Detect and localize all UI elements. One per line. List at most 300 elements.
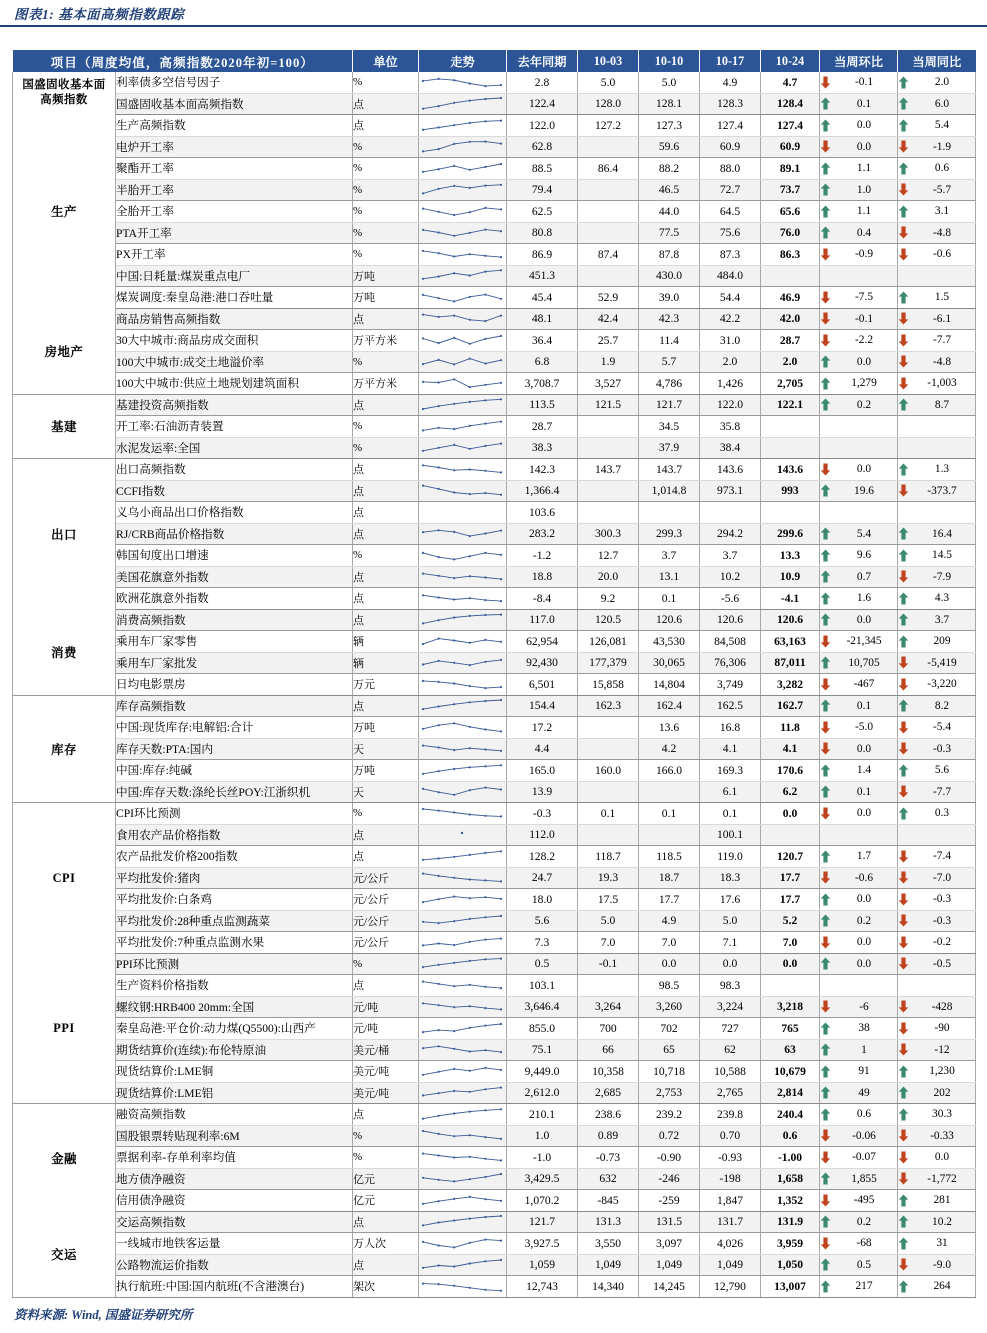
row-yoy-change — [898, 996, 976, 1018]
row-value-1010: 121.7 — [639, 394, 700, 416]
table-row — [13, 889, 976, 911]
wow-value: 0.2 — [856, 914, 872, 927]
row-value-1017: 62 — [700, 1039, 761, 1061]
sparkline — [419, 503, 505, 522]
yoy-arrow — [898, 1065, 909, 1078]
yoy-arrow — [898, 1258, 909, 1271]
down-arrow-icon — [898, 226, 909, 239]
row-wow-change — [820, 1254, 898, 1276]
row-value-1017: -0.93 — [700, 1147, 761, 1169]
row-trend-cell — [419, 717, 507, 739]
table-row — [13, 674, 976, 696]
up-arrow-icon — [898, 1237, 909, 1250]
yoy-value: -0.2 — [932, 936, 952, 949]
row-value-1017: 128.3 — [700, 93, 761, 115]
row-wow-change — [820, 1147, 898, 1169]
sparkline — [419, 524, 505, 543]
up-arrow-icon — [820, 656, 831, 669]
row-unit: 万平方米 — [353, 330, 419, 352]
wow-value: 5.4 — [856, 527, 872, 540]
sparkline — [419, 1083, 505, 1102]
row-value-1003: 0.1 — [578, 803, 639, 825]
yoy-arrow — [898, 871, 909, 884]
wow-value: 0.6 — [856, 1108, 872, 1121]
row-item-name: 交运高频指数 — [116, 1211, 353, 1233]
wow-arrow — [820, 527, 831, 540]
row-yoy-change — [898, 1190, 976, 1212]
row-value-1017: 10,588 — [700, 1061, 761, 1083]
row-value-1010: 98.5 — [639, 975, 700, 997]
up-arrow-icon — [898, 291, 909, 304]
sparkline — [419, 1255, 505, 1274]
row-wow-change — [820, 480, 898, 502]
row-unit: % — [353, 416, 419, 438]
wow-arrow — [820, 269, 831, 282]
sparkline — [419, 825, 505, 844]
up-arrow-icon — [820, 764, 831, 777]
col-header-lastyear: 去年同期 — [507, 51, 578, 73]
row-value-1003 — [578, 975, 639, 997]
row-unit: % — [353, 222, 419, 244]
row-trend-cell — [419, 1018, 507, 1040]
row-trend-cell — [419, 222, 507, 244]
row-value-1003 — [578, 265, 639, 287]
row-wow-change — [820, 609, 898, 631]
wow-value: 0.2 — [856, 398, 872, 411]
wow-value: 0.0 — [856, 742, 872, 755]
yoy-arrow — [898, 1000, 909, 1013]
row-value-1003: 19.3 — [578, 867, 639, 889]
row-item-name: 基建投资高频指数 — [116, 394, 353, 416]
row-yoy-change — [898, 631, 976, 653]
row-unit: 万吨 — [353, 760, 419, 782]
row-wow-change — [820, 179, 898, 201]
row-wow-change — [820, 222, 898, 244]
row-value-lastyear: 80.8 — [507, 222, 578, 244]
caption-spacer — [0, 27, 987, 50]
row-value-lastyear: 2.8 — [507, 72, 578, 93]
row-unit: 美元/吨 — [353, 1082, 419, 1104]
group-label: 房地产 — [13, 308, 116, 394]
row-value-lastyear: 62.8 — [507, 136, 578, 158]
wow-value: 10,705 — [848, 656, 880, 669]
yoy-arrow — [898, 979, 909, 992]
table-row — [13, 1039, 976, 1061]
row-trend-cell — [419, 1061, 507, 1083]
row-value-1010: 3,097 — [639, 1233, 700, 1255]
sparkline — [419, 696, 505, 715]
row-value-1010: 4,786 — [639, 373, 700, 395]
wow-arrow — [820, 1000, 831, 1013]
down-arrow-icon — [898, 140, 909, 153]
down-arrow-icon — [820, 936, 831, 949]
yoy-arrow — [898, 226, 909, 239]
row-unit: 天 — [353, 781, 419, 803]
row-unit: 点 — [353, 523, 419, 545]
yoy-value: -4.8 — [932, 226, 952, 239]
row-value-1003: 632 — [578, 1168, 639, 1190]
yoy-arrow — [898, 506, 909, 519]
row-wow-change — [820, 72, 898, 93]
up-arrow-icon — [820, 1280, 831, 1293]
row-unit: 元/公斤 — [353, 910, 419, 932]
high-frequency-index-table — [12, 50, 976, 1298]
row-value-1010: 14,804 — [639, 674, 700, 696]
table-row — [13, 1276, 976, 1298]
row-item-name: PX开工率 — [116, 244, 353, 266]
wow-arrow — [820, 1151, 831, 1164]
row-trend-cell — [419, 760, 507, 782]
row-yoy-change — [898, 738, 976, 760]
table-row — [13, 910, 976, 932]
row-trend-cell — [419, 480, 507, 502]
row-item-name: 日均电影票房 — [116, 674, 353, 696]
row-yoy-change — [898, 545, 976, 567]
wow-value: 0.1 — [856, 97, 872, 110]
row-value-lastyear: -0.3 — [507, 803, 578, 825]
row-item-name: 现货结算价:LME铝 — [116, 1082, 353, 1104]
sparkline — [419, 911, 505, 930]
row-value-lastyear: 88.5 — [507, 158, 578, 180]
row-item-name: 中国:库存天数:涤纶长丝POY:江浙织机 — [116, 781, 353, 803]
row-value-1017: 84,508 — [700, 631, 761, 653]
row-trend-cell — [419, 1190, 507, 1212]
row-wow-change — [820, 545, 898, 567]
row-wow-change — [820, 201, 898, 223]
group-label: 金融 — [13, 1104, 116, 1212]
row-value-1017: 294.2 — [700, 523, 761, 545]
wow-arrow — [820, 1022, 831, 1035]
yoy-arrow — [898, 635, 909, 648]
sparkline — [419, 589, 505, 608]
row-unit: 亿元 — [353, 1190, 419, 1212]
group-label: 基建 — [13, 394, 116, 459]
row-value-lastyear: -1.0 — [507, 1147, 578, 1169]
row-unit: 点 — [353, 824, 419, 846]
yoy-arrow — [898, 764, 909, 777]
wow-value: -0.06 — [852, 1129, 876, 1142]
table-row — [13, 1190, 976, 1212]
row-unit: 点 — [353, 1254, 419, 1276]
yoy-arrow — [898, 785, 909, 798]
table-body — [13, 72, 976, 1297]
row-wow-change — [820, 867, 898, 889]
wow-arrow — [820, 914, 831, 927]
row-value-1017: 98.3 — [700, 975, 761, 997]
up-arrow-icon — [898, 527, 909, 540]
up-arrow-icon — [820, 205, 831, 218]
yoy-arrow — [898, 828, 909, 841]
sparkline — [419, 374, 505, 393]
wow-value: 0.2 — [856, 1215, 872, 1228]
sparkline — [419, 1169, 505, 1188]
yoy-value: -373.7 — [927, 484, 957, 497]
row-item-name: 信用债净融资 — [116, 1190, 353, 1212]
row-item-name: 半胎开工率 — [116, 179, 353, 201]
yoy-value: 202 — [933, 1086, 951, 1099]
row-value-1024: 60.9 — [761, 136, 820, 158]
row-value-1017: 122.0 — [700, 394, 761, 416]
row-wow-change — [820, 652, 898, 674]
row-value-1024: 4.1 — [761, 738, 820, 760]
row-yoy-change — [898, 523, 976, 545]
row-yoy-change — [898, 717, 976, 739]
source-note: 资料来源: Wind, 国盛证券研究所 — [14, 1307, 193, 1322]
row-item-name: 国股银票转贴现利率:6M — [116, 1125, 353, 1147]
row-yoy-change — [898, 287, 976, 309]
row-value-1017: 6.1 — [700, 781, 761, 803]
row-value-1024: 4.7 — [761, 72, 820, 93]
up-arrow-icon — [898, 1280, 909, 1293]
up-arrow-icon — [820, 850, 831, 863]
yoy-value: 5.4 — [934, 119, 950, 132]
yoy-arrow — [898, 463, 909, 476]
row-value-1003 — [578, 738, 639, 760]
sparkline — [419, 331, 505, 350]
row-value-lastyear: 3,927.5 — [507, 1233, 578, 1255]
row-value-lastyear: 283.2 — [507, 523, 578, 545]
row-item-name: 票据利率-存单利率均值 — [116, 1147, 353, 1169]
row-value-lastyear: 36.4 — [507, 330, 578, 352]
yoy-value: -0.3 — [932, 893, 952, 906]
down-arrow-icon — [898, 1129, 909, 1142]
row-value-1003: 700 — [578, 1018, 639, 1040]
yoy-arrow — [898, 162, 909, 175]
table-row — [13, 308, 976, 330]
row-value-1003 — [578, 222, 639, 244]
row-trend-cell — [419, 803, 507, 825]
row-trend-cell — [419, 910, 507, 932]
row-value-1010: 166.0 — [639, 760, 700, 782]
wow-value: 1 — [861, 1043, 867, 1056]
row-value-1024: 1,658 — [761, 1168, 820, 1190]
row-value-1017: 5.0 — [700, 910, 761, 932]
row-value-lastyear: 451.3 — [507, 265, 578, 287]
row-trend-cell — [419, 566, 507, 588]
yoy-arrow — [898, 527, 909, 540]
wow-value: 0.0 — [856, 140, 872, 153]
row-yoy-change — [898, 674, 976, 696]
row-value-1003 — [578, 201, 639, 223]
wow-value: 0.0 — [856, 893, 872, 906]
sparkline — [419, 1040, 505, 1059]
row-unit: 万元 — [353, 674, 419, 696]
wow-value: -21,345 — [846, 635, 882, 648]
row-value-1024 — [761, 502, 820, 524]
row-value-1017: 75.6 — [700, 222, 761, 244]
figure-caption-bar — [0, 0, 987, 27]
down-arrow-icon — [820, 463, 831, 476]
up-arrow-icon — [820, 484, 831, 497]
yoy-arrow — [898, 312, 909, 325]
row-unit: 辆 — [353, 631, 419, 653]
table-row — [13, 717, 976, 739]
wow-arrow — [820, 678, 831, 691]
yoy-value: -7.7 — [932, 785, 952, 798]
row-value-lastyear: 210.1 — [507, 1104, 578, 1126]
up-arrow-icon — [820, 570, 831, 583]
row-yoy-change — [898, 222, 976, 244]
row-value-1024: 162.7 — [761, 695, 820, 717]
row-unit: 点 — [353, 308, 419, 330]
row-item-name: RJ/CRB商品价格指数 — [116, 523, 353, 545]
row-unit: 元/吨 — [353, 1018, 419, 1040]
yoy-value: 4.3 — [934, 592, 950, 605]
row-unit: 亿元 — [353, 1168, 419, 1190]
row-wow-change — [820, 760, 898, 782]
sparkline — [419, 847, 505, 866]
row-value-1017: 0.70 — [700, 1125, 761, 1147]
row-value-1003: 131.3 — [578, 1211, 639, 1233]
row-value-1003: 9.2 — [578, 588, 639, 610]
row-yoy-change — [898, 437, 976, 459]
row-value-lastyear: 1,366.4 — [507, 480, 578, 502]
row-value-lastyear: 86.9 — [507, 244, 578, 266]
yoy-value: 16.4 — [932, 527, 952, 540]
row-value-1017: 35.8 — [700, 416, 761, 438]
row-yoy-change — [898, 179, 976, 201]
up-arrow-icon — [898, 1086, 909, 1099]
yoy-arrow — [898, 1086, 909, 1099]
row-wow-change — [820, 1039, 898, 1061]
up-arrow-icon — [898, 205, 909, 218]
wow-arrow — [820, 441, 831, 454]
wow-value: 0.0 — [856, 613, 872, 626]
table-row — [13, 1168, 976, 1190]
row-value-1010: 43,530 — [639, 631, 700, 653]
row-value-lastyear: 62.5 — [507, 201, 578, 223]
row-yoy-change — [898, 502, 976, 524]
wow-arrow — [820, 312, 831, 325]
yoy-arrow — [898, 1172, 909, 1185]
wow-arrow — [820, 377, 831, 390]
row-value-lastyear: 117.0 — [507, 609, 578, 631]
table-row — [13, 244, 976, 266]
row-unit: 点 — [353, 93, 419, 115]
row-value-1017: 12,790 — [700, 1276, 761, 1298]
sparkline — [419, 94, 505, 113]
yoy-value: 264 — [933, 1280, 951, 1293]
row-value-1017: 239.8 — [700, 1104, 761, 1126]
yoy-value: -7.7 — [932, 334, 952, 347]
row-value-1024: 65.6 — [761, 201, 820, 223]
row-value-lastyear: 154.4 — [507, 695, 578, 717]
sparkline — [419, 954, 505, 973]
row-value-1024 — [761, 416, 820, 438]
up-arrow-icon — [820, 1258, 831, 1271]
row-trend-cell — [419, 1211, 507, 1233]
sparkline — [419, 718, 505, 737]
row-trend-cell — [419, 265, 507, 287]
yoy-value: 5.6 — [934, 764, 950, 777]
row-value-lastyear: 17.2 — [507, 717, 578, 739]
row-trend-cell — [419, 1039, 507, 1061]
yoy-value: 281 — [933, 1194, 951, 1207]
row-unit: % — [353, 803, 419, 825]
row-value-1024: 76.0 — [761, 222, 820, 244]
row-item-name: PPI环比预测 — [116, 953, 353, 975]
wow-arrow — [820, 957, 831, 970]
table-row — [13, 265, 976, 287]
row-value-1017: 727 — [700, 1018, 761, 1040]
yoy-arrow — [898, 613, 909, 626]
table-row — [13, 867, 976, 889]
row-value-lastyear: 113.5 — [507, 394, 578, 416]
row-value-1003: 86.4 — [578, 158, 639, 180]
yoy-arrow — [898, 1194, 909, 1207]
down-arrow-icon — [898, 1043, 909, 1056]
yoy-value: 1.5 — [934, 291, 950, 304]
wow-arrow — [820, 97, 831, 110]
row-unit: % — [353, 72, 419, 93]
row-wow-change — [820, 889, 898, 911]
wow-arrow — [820, 162, 831, 175]
up-arrow-icon — [820, 1108, 831, 1121]
row-value-1024: 28.7 — [761, 330, 820, 352]
table-row — [13, 1125, 976, 1147]
sparkline — [419, 933, 505, 952]
up-arrow-icon — [898, 119, 909, 132]
down-arrow-icon — [898, 785, 909, 798]
row-yoy-change — [898, 351, 976, 373]
row-value-1010: 39.0 — [639, 287, 700, 309]
row-trend-cell — [419, 373, 507, 395]
row-yoy-change — [898, 932, 976, 954]
sparkline — [419, 1191, 505, 1210]
wow-arrow — [820, 592, 831, 605]
wow-arrow — [820, 1043, 831, 1056]
row-unit: 点 — [353, 566, 419, 588]
row-trend-cell — [419, 1104, 507, 1126]
yoy-value: -90 — [934, 1022, 950, 1035]
yoy-value: 6.0 — [934, 97, 950, 110]
col-header-item: 项目（周度均值，高频指数2020年初=100） — [13, 51, 353, 73]
yoy-arrow — [898, 334, 909, 347]
yoy-arrow — [898, 76, 909, 89]
wow-arrow — [820, 570, 831, 583]
row-value-1024: 11.8 — [761, 717, 820, 739]
up-arrow-icon — [820, 355, 831, 368]
row-value-1010: 0.1 — [639, 588, 700, 610]
row-value-1003 — [578, 824, 639, 846]
row-unit: 点 — [353, 609, 419, 631]
wow-arrow — [820, 484, 831, 497]
row-value-lastyear: 142.3 — [507, 459, 578, 481]
up-arrow-icon — [820, 1065, 831, 1078]
sparkline — [419, 73, 505, 92]
row-value-1003: 66 — [578, 1039, 639, 1061]
down-arrow-icon — [898, 1172, 909, 1185]
row-value-1010 — [639, 781, 700, 803]
row-value-lastyear: 3,429.5 — [507, 1168, 578, 1190]
row-item-name: 秦皇岛港:平仓价:动力煤(Q5500):山西产 — [116, 1018, 353, 1040]
row-value-1003: -845 — [578, 1190, 639, 1212]
wow-arrow — [820, 1086, 831, 1099]
row-item-name: 生产资料价格指数 — [116, 975, 353, 997]
row-value-1003: 177,379 — [578, 652, 639, 674]
row-value-1003: 10,358 — [578, 1061, 639, 1083]
row-value-1024: 10,679 — [761, 1061, 820, 1083]
row-wow-change — [820, 1061, 898, 1083]
wow-arrow — [820, 226, 831, 239]
row-value-1024: 1,050 — [761, 1254, 820, 1276]
up-arrow-icon — [820, 613, 831, 626]
wow-arrow — [820, 420, 831, 433]
table-row — [13, 760, 976, 782]
yoy-arrow — [898, 420, 909, 433]
wow-value: 0.4 — [856, 226, 872, 239]
row-value-1024: -4.1 — [761, 588, 820, 610]
